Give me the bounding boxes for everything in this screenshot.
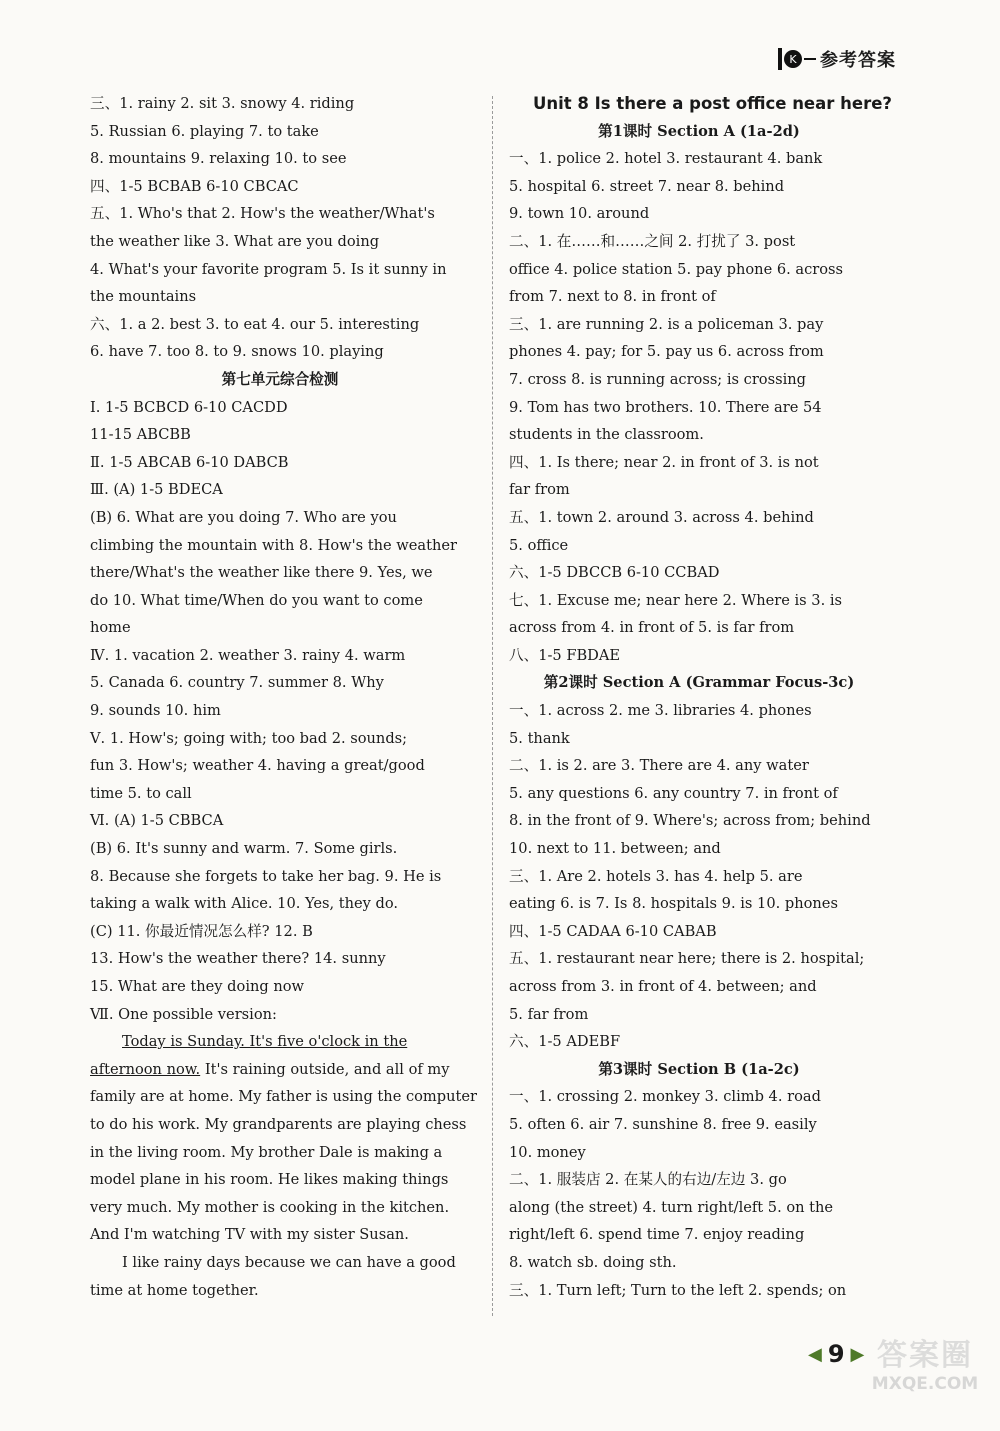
essay-line: I like rainy days because we can have a good — [122, 1253, 456, 1271]
essay-line: time at home together. — [90, 1281, 259, 1299]
answer-line: 7. cross 8. is running across; is crossing — [509, 370, 806, 388]
answer-line: eating 6. is 7. Is 8. hospitals 9. is 10. phones — [509, 895, 838, 913]
answer-line: 5. often 6. air 7. sunshine 8. free 9. easily — [509, 1115, 817, 1133]
answer-line: 10. next to 11. between; and — [509, 840, 721, 858]
right-column — [509, 90, 892, 1304]
answer-line: 七、1. Excuse me; near here 2. Where is 3. is — [509, 591, 843, 609]
answer-line: right/left 6. spend time 7. enjoy reading — [509, 1226, 805, 1244]
answer-line: 10. money — [509, 1143, 586, 1161]
answer-line: 四、1-5 CADAA 6-10 CABAB — [509, 922, 717, 940]
page-footer — [808, 1340, 864, 1368]
answer-line: from 7. next to 8. in front of — [509, 288, 716, 306]
section-heading: 第1课时 Section A (1a-2d) — [598, 122, 800, 140]
answer-line: fun 3. How's; weather 4. having a great/good — [90, 757, 425, 775]
answer-line: 5. Russian 6. playing 7. to take — [90, 122, 319, 140]
answer-line: 15. What are they doing now — [90, 978, 305, 995]
answer-line: 二、1. 在……和……之间 2. 打扰了 3. post — [509, 232, 796, 250]
answer-line: 11-15 ABCBB — [90, 426, 191, 444]
page-number: 9 — [827, 1340, 845, 1368]
answer-line: across from 4. in front of 5. is far from — [509, 619, 795, 637]
answer-line: 六、1-5 DBCCB 6-10 CCBAD — [509, 564, 720, 582]
column-divider — [492, 96, 493, 1316]
essay-line: afternoon now. It's raining outside, and all of my — [90, 1060, 450, 1078]
unit-title: Unit 8 Is there a post office near here? — [533, 94, 892, 113]
watermark: 答案圈 MXQE.COM — [871, 1338, 979, 1394]
answer-line: along (the street) 4. turn right/left 5. on the — [509, 1198, 834, 1216]
answer-line: 13. How's the weather there? 14. sunny — [90, 950, 386, 968]
answer-line: 三、1. are running 2. is a policeman 3. pay — [509, 315, 824, 333]
answer-line: the mountains — [90, 288, 197, 306]
answer-line: 5. any questions 6. any country 7. in front of — [509, 784, 838, 802]
answer-line: 三、1. Are 2. hotels 3. has 4. help 5. are — [509, 867, 803, 885]
section-heading: 第七单元综合检测 — [221, 370, 339, 388]
answer-line: 5. hospital 6. street 7. near 8. behind — [509, 177, 785, 195]
answer-line: 五、1. town 2. around 3. across 4. behind — [509, 508, 814, 526]
answer-line: 8. mountains 9. relaxing 10. to see — [90, 150, 347, 168]
answer-line: 5. far from — [509, 1005, 589, 1023]
answer-line: (B) 6. It's sunny and warm. 7. Some girls. — [90, 840, 398, 858]
answer-line: far from — [509, 481, 570, 499]
answer-line: (B) 6. What are you doing 7. Who are you — [90, 508, 397, 526]
answer-line: climbing the mountain with 8. How's the weather — [90, 536, 457, 554]
answer-line: 五、1. restaurant near here; there is 2. hospital; — [509, 950, 865, 968]
answer-line: 5. thank — [509, 729, 570, 747]
page-header — [778, 44, 896, 74]
left-column — [90, 90, 477, 1304]
answer-line: do 10. What time/When do you want to come — [90, 591, 423, 609]
left-arrow-icon: ◀ — [808, 1343, 822, 1365]
answer-line: time 5. to call — [90, 784, 192, 802]
answer-line: 6. have 7. too 8. to 9. snows 10. playing — [90, 343, 384, 361]
essay-line: to do his work. My grandparents are playing chess — [90, 1115, 467, 1133]
answer-line: Ⅱ. 1-5 ABCAB 6-10 DABCB — [90, 453, 289, 471]
answer-line: there/What's the weather like there 9. Yes, we — [90, 564, 433, 582]
answer-line: 8. watch sb. doing sth. — [509, 1253, 677, 1271]
essay-line: family are at home. My father is using the computer — [90, 1088, 477, 1106]
answer-line: 9. Tom has two brothers. 10. There are 54 — [509, 398, 822, 416]
essay-line: very much. My mother is cooking in the kitchen. — [90, 1198, 450, 1216]
essay-line: And I'm watching TV with my sister Susan. — [90, 1226, 409, 1244]
answer-line: 8. Because she forgets to take her bag. 9. He is — [90, 867, 442, 885]
answer-line: Ⅶ. One possible version: — [90, 1005, 277, 1023]
answer-line: students in the classroom. — [509, 426, 704, 444]
answer-line: office 4. police station 5. pay phone 6. across — [509, 260, 844, 278]
answer-line: 一、1. crossing 2. monkey 3. climb 4. road — [509, 1088, 821, 1106]
answer-line: Ⅲ. (A) 1-5 BDECA — [90, 481, 223, 499]
answer-line: Ⅳ. 1. vacation 2. weather 3. rainy 4. warm — [90, 646, 406, 664]
answer-line: 5. Canada 6. country 7. summer 8. Why — [90, 674, 384, 692]
brand-logo: K — [778, 48, 816, 70]
answer-line: home — [90, 619, 131, 637]
answer-line: 4. What's your favorite program 5. Is it sunny in — [90, 260, 447, 278]
essay-line: model plane in his room. He likes making things — [90, 1171, 449, 1189]
answer-line: 八、1-5 FBDAE — [509, 646, 621, 664]
answer-line: 二、1. is 2. are 3. There are 4. any water — [509, 757, 809, 775]
answer-line: 六、1-5 ADEBF — [509, 1033, 621, 1051]
header-title: 参考答案 — [820, 50, 896, 71]
answer-line: 一、1. across 2. me 3. libraries 4. phones — [509, 702, 812, 720]
essay-line: Today is Sunday. It's five o'clock in the — [122, 1033, 408, 1051]
answer-line: 三、1. rainy 2. sit 3. snowy 4. riding — [90, 95, 355, 112]
answer-line: 六、1. a 2. best 3. to eat 4. our 5. interesting — [90, 315, 420, 333]
answer-line: 四、1. Is there; near 2. in front of 3. is not — [509, 453, 819, 471]
answer-line: 9. sounds 10. him — [90, 702, 221, 720]
answer-line: the weather like 3. What are you doing — [90, 232, 380, 250]
answer-line: 9. town 10. around — [509, 205, 650, 223]
answer-line: Ⅰ. 1-5 BCBCD 6-10 CACDD — [90, 398, 288, 416]
essay-line: in the living room. My brother Dale is making a — [90, 1143, 443, 1161]
answer-line: 5. office — [509, 536, 569, 554]
answer-line: 四、1-5 BCBAB 6-10 CBCAC — [90, 177, 299, 195]
answer-line: 五、1. Who's that 2. How's the weather/What's — [90, 205, 435, 223]
answer-line: (C) 11. 你最近情况怎么样? 12. B — [90, 922, 313, 940]
section-heading: 第2课时 Section A (Grammar Focus-3c) — [543, 674, 855, 692]
answer-line: phones 4. pay; for 5. pay us 6. across from — [509, 343, 824, 361]
answer-line: Ⅴ. 1. How's; going with; too bad 2. sounds; — [90, 729, 408, 747]
answer-line: 8. in the front of 9. Where's; across from; behind — [509, 812, 871, 830]
answer-line: 三、1. Turn left; Turn to the left 2. spends; on — [509, 1281, 847, 1299]
right-arrow-icon: ▶ — [850, 1343, 865, 1365]
answer-line: 一、1. police 2. hotel 3. restaurant 4. bank — [509, 150, 823, 168]
answer-line: taking a walk with Alice. 10. Yes, they do. — [90, 895, 399, 913]
answer-line: Ⅵ. (A) 1-5 CBBCA — [90, 812, 224, 830]
section-heading: 第3课时 Section B (1a-2c) — [598, 1060, 800, 1078]
answer-line: 二、1. 服装店 2. 在某人的右边/左边 3. go — [509, 1171, 787, 1189]
answer-line: across from 3. in front of 4. between; and — [509, 978, 817, 995]
